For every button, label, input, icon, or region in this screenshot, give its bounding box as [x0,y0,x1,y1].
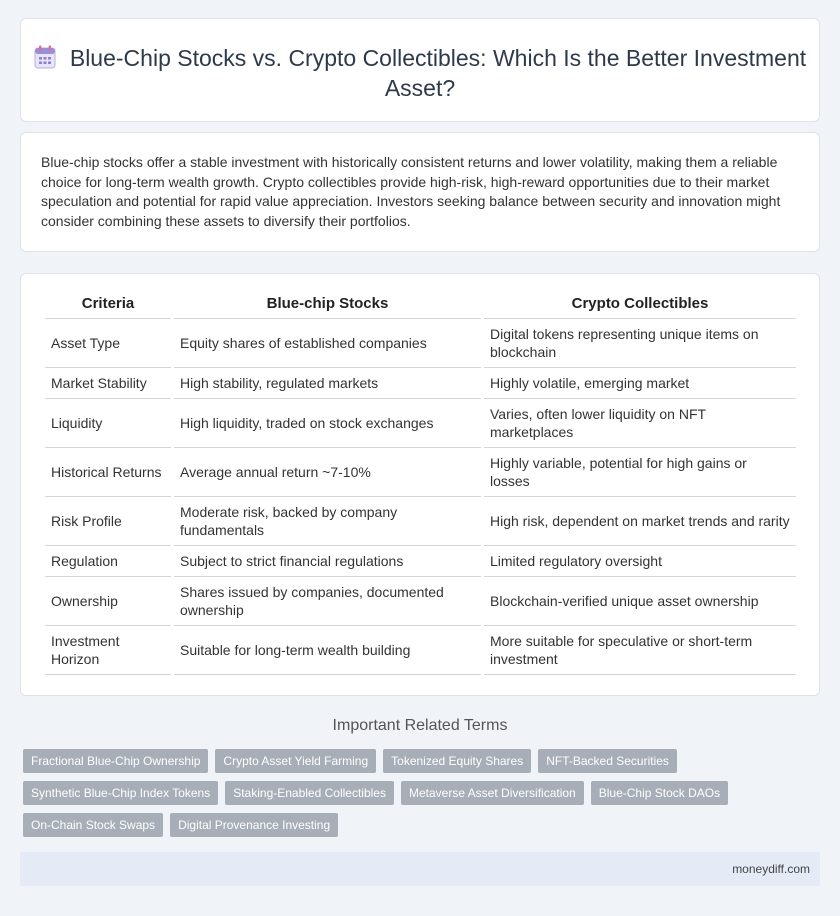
criteria-cell: Historical Returns [45,448,171,497]
intro-paragraph: Blue-chip stocks offer a stable investment with historically consistent returns and lower volatility, making them a reliable choice for long-term wealth growth. Crypto collectibles provide high-risk, high-reward opportunities due to their market speculation and potential for rapid value appreciation. Investors seeking balance between security and innovation might consider combining these assets to diversify their portfolios. [41,154,781,229]
criteria-cell: Asset Type [45,319,171,368]
table-row [45,577,796,626]
term-tag[interactable]: Digital Provenance Investing [170,813,338,837]
calendar-icon [34,45,56,69]
related-terms [23,749,813,845]
blue-chip-cell: High stability, regulated markets [174,368,481,399]
blue-chip-cell: Subject to strict financial regulations [174,546,481,577]
header-blue-chip: Blue-chip Stocks [174,295,481,319]
table-row [45,497,796,546]
footer [20,852,820,886]
table-header-row [45,295,796,319]
term-tag[interactable]: NFT-Backed Securities [538,749,677,773]
header-crypto: Crypto Collectibles [484,295,796,319]
title-card [20,18,820,122]
table-row [45,626,796,675]
term-tag[interactable]: On-Chain Stock Swaps [23,813,163,837]
term-tag[interactable]: Blue-Chip Stock DAOs [591,781,728,805]
crypto-cell: More suitable for speculative or short-term investment [484,626,796,675]
header-criteria: Criteria [45,295,171,319]
crypto-cell: Highly volatile, emerging market [484,368,796,399]
comparison-table [42,295,799,675]
table-row [45,448,796,497]
crypto-cell: Digital tokens representing unique items on blockchain [484,319,796,368]
blue-chip-cell: Average annual return ~7-10% [174,448,481,497]
table-row [45,399,796,448]
crypto-cell: High risk, dependent on market trends and rarity [484,497,796,546]
page-title: Blue-Chip Stocks vs. Crypto Collectibles: Which Is the Better Investment Asset? [69,45,807,101]
blue-chip-cell: Suitable for long-term wealth building [174,626,481,675]
criteria-cell: Risk Profile [45,497,171,546]
comparison-card [20,273,820,696]
criteria-cell: Liquidity [45,399,171,448]
term-tag[interactable]: Tokenized Equity Shares [383,749,531,773]
blue-chip-cell: High liquidity, traded on stock exchanges [174,399,481,448]
term-tag[interactable]: Staking-Enabled Collectibles [225,781,394,805]
criteria-cell: Regulation [45,546,171,577]
term-tag[interactable]: Fractional Blue-Chip Ownership [23,749,208,773]
term-tag[interactable]: Crypto Asset Yield Farming [215,749,376,773]
table-row [45,546,796,577]
term-tag[interactable]: Synthetic Blue-Chip Index Tokens [23,781,218,805]
crypto-cell: Blockchain-verified unique asset ownership [484,577,796,626]
crypto-cell: Varies, often lower liquidity on NFT marketplaces [484,399,796,448]
related-terms-heading: Important Related Terms [332,717,508,734]
criteria-cell: Investment Horizon [45,626,171,675]
blue-chip-cell: Shares issued by companies, documented ownership [174,577,481,626]
criteria-cell: Ownership [45,577,171,626]
site-name[interactable]: moneydiff.com [732,862,810,876]
crypto-cell: Highly variable, potential for high gains or losses [484,448,796,497]
table-row [45,368,796,399]
blue-chip-cell: Moderate risk, backed by company fundamentals [174,497,481,546]
criteria-cell: Market Stability [45,368,171,399]
intro-card [20,132,820,252]
term-tag[interactable]: Metaverse Asset Diversification [401,781,584,805]
blue-chip-cell: Equity shares of established companies [174,319,481,368]
table-row [45,319,796,368]
crypto-cell: Limited regulatory oversight [484,546,796,577]
